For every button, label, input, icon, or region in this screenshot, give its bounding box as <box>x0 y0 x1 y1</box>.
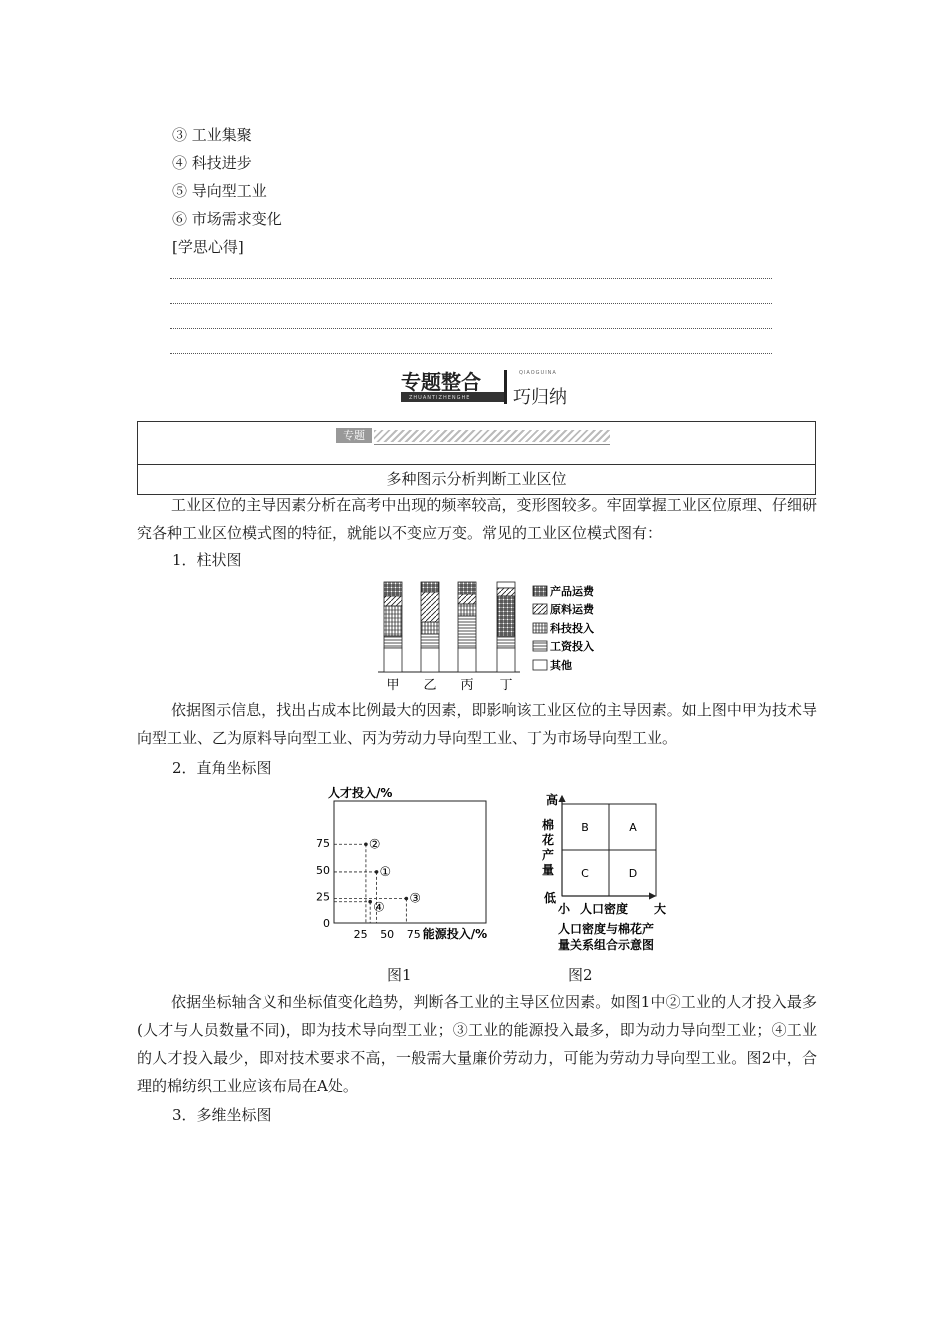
section3-heading: 3．多维坐标图 <box>172 1106 272 1124</box>
intro-paragraph: 工业区位的主导因素分析在高考中出现的频率较高，变形图较多。牢固掌握工业区位原理、仔细研究各种工业区位模式图的特征，就能以不变应万变。常见的工业区位模式图有： <box>137 496 817 542</box>
banner-sub-pinyin: QIAOGUINA <box>519 370 557 376</box>
banner-main: 专题整合 <box>401 370 481 394</box>
bar-yi-raw <box>421 592 439 622</box>
x-small-label: 小 <box>558 902 571 916</box>
category-label: 丙 <box>460 678 474 693</box>
writing-line <box>170 353 772 354</box>
y-low-label: 低 <box>544 891 557 905</box>
figure1-caption: 图1 <box>387 966 412 984</box>
figure2-caption-line: 量关系组合示意图 <box>558 938 655 952</box>
point-dot <box>405 897 409 901</box>
section2-heading: 2．直角坐标图 <box>172 759 272 777</box>
topic-box <box>137 421 816 495</box>
bar-bing <box>458 582 476 672</box>
point-dot <box>375 870 379 874</box>
writing-line <box>170 278 772 279</box>
section-banner <box>401 368 581 408</box>
list-item-5: ⑤ 导向型工业 <box>172 182 267 200</box>
legend-swatch <box>533 641 547 651</box>
quadrant-cell: A <box>629 821 637 834</box>
data-point <box>334 900 385 923</box>
list-item-6: ⑥ 市场需求变化 <box>172 210 282 228</box>
figure2-caption: 图2 <box>568 966 593 984</box>
quadrant-cell: D <box>628 867 638 880</box>
point-dot <box>364 842 368 846</box>
figure2-chart <box>540 786 680 958</box>
section1-paragraph: 依据图示信息，找出占成本比例最大的因素，即影响该工业区位的主导因素。如上图中甲为技术导向型工业、乙为原料导向型工业、丙为劳动力导向型工业、丁为市场导向型工业。 <box>137 701 817 747</box>
legend-label: 其他 <box>550 659 572 672</box>
topic-title: 多种图示分析判断工业区位 <box>386 470 567 488</box>
bar-yi-tech <box>421 622 439 634</box>
bar-jia-wage <box>384 636 402 648</box>
y-axis-char: 产 <box>542 848 555 862</box>
figure2-caption-line: 人口密度与棉花产 <box>558 922 655 936</box>
y-axis-char: 量 <box>542 863 555 877</box>
point-label: ④ <box>373 900 385 916</box>
legend-label: 产品运费 <box>550 585 594 598</box>
y-tick-label: 0 <box>323 917 330 930</box>
legend <box>533 584 595 672</box>
x-tick-label: 75 <box>406 928 421 941</box>
list-item-3: ③ 工业集聚 <box>172 126 252 144</box>
point-label: ① <box>379 864 392 880</box>
legend-swatch <box>533 623 547 633</box>
legend-swatch <box>533 604 547 614</box>
bar-bing-raw <box>458 594 476 604</box>
writing-line <box>170 303 772 304</box>
bar-yi-wage <box>421 634 439 648</box>
y-tick-label: 50 <box>316 863 330 877</box>
point-dot <box>368 900 372 904</box>
bar-ding-product <box>497 596 515 636</box>
legend-label: 工资投入 <box>550 640 594 653</box>
bar-jia-other <box>384 648 402 672</box>
section2-paragraph: 依据坐标轴含义和坐标值变化趋势，判断各工业的主导区位因素。如图1中②工业的人才投入最多(人才与人员数量不同)，即为技术导向型工业；③工业的能源投入最多，即为动力导向型工业；④工业的人才投入最少，即对技术要求不高，一般需大量廉价劳动力，可能为劳动力导向型工业。图2中，合理的棉纺织工业应该布局在A处。 <box>137 993 817 1095</box>
quadrant-cell: C <box>581 867 589 880</box>
y-axis-char: 棉 <box>542 818 555 832</box>
point-label: ③ <box>409 891 422 907</box>
bar-ding-wage <box>497 636 515 648</box>
section1-heading: 1．柱状图 <box>172 551 242 569</box>
banner-main-pinyin: ZHUANTIZHENGHE <box>409 395 471 401</box>
bar-yi-product <box>421 582 439 592</box>
topic-tag: 专题 <box>336 428 372 443</box>
x-tick-label: 25 <box>353 928 368 941</box>
category-label: 乙 <box>423 678 437 693</box>
y-axis-title: 人才投入/% <box>328 786 393 800</box>
x-large-label: 大 <box>654 902 667 916</box>
bar-chart <box>376 576 616 696</box>
x-axis-title: 能源投入/% <box>422 927 488 941</box>
legend-label: 科技投入 <box>550 622 594 635</box>
point-label: ② <box>368 837 381 853</box>
y-tick-label: 25 <box>316 890 330 904</box>
category-label: 丁 <box>499 678 513 693</box>
legend-swatch <box>533 586 547 596</box>
bar-jia-product <box>384 582 402 596</box>
figure1-chart <box>312 783 542 983</box>
bar-bing-product <box>458 582 476 594</box>
reflection-label: [学思心得] <box>172 238 244 256</box>
bar-jia-raw <box>384 596 402 606</box>
bar-jia-tech <box>384 606 402 636</box>
bar-bing-wage <box>458 616 476 648</box>
y-high-label: 高 <box>546 793 559 807</box>
category-label: 甲 <box>386 678 400 693</box>
y-axis-char: 花 <box>542 833 555 847</box>
bar-jia <box>384 582 402 672</box>
list-item-4: ④ 科技进步 <box>172 154 252 172</box>
bar-ding <box>497 582 515 672</box>
x-tick-label: 50 <box>380 928 395 941</box>
legend-swatch <box>533 660 547 670</box>
x-axis-title: 人口密度 <box>580 902 629 916</box>
legend-label: 原料运费 <box>550 603 594 616</box>
bar-ding-other <box>497 648 515 672</box>
writing-line <box>170 328 772 329</box>
bar-yi <box>421 582 439 672</box>
bar-bing-tech <box>458 604 476 616</box>
y-tick-label: 75 <box>316 837 330 851</box>
bar-ding-raw <box>497 588 515 596</box>
banner-sub: 巧归纳 <box>513 387 567 408</box>
quadrant-cell: B <box>581 821 589 834</box>
bar-bing-other <box>458 648 476 672</box>
bar-yi-other <box>421 648 439 672</box>
